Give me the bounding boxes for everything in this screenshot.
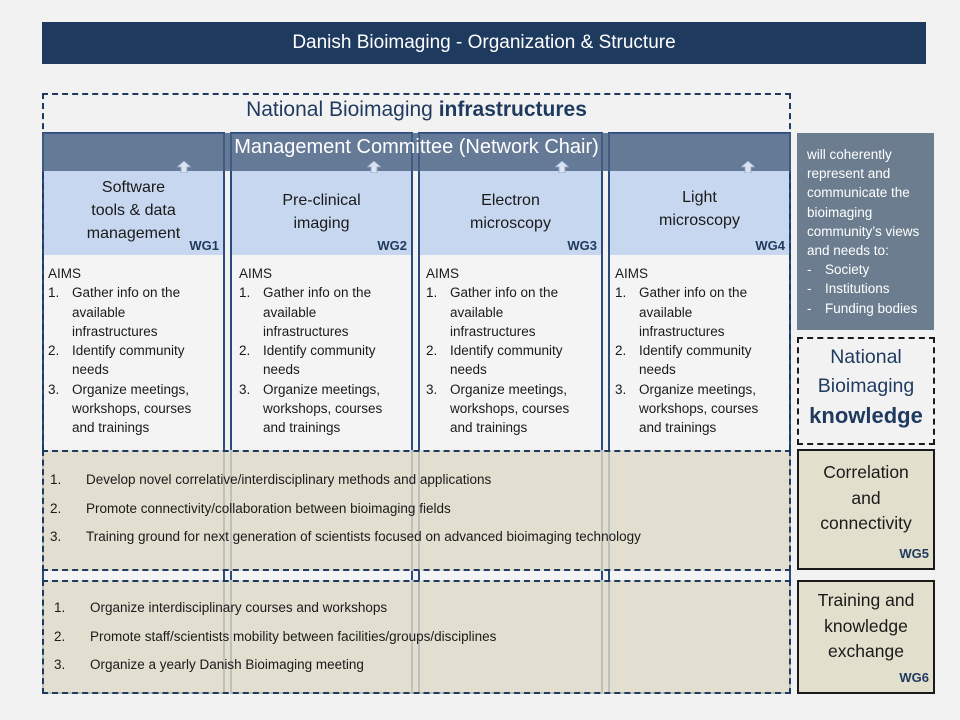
- correlation-item-num: 3.: [50, 529, 62, 544]
- aims-item-num: 1.: [239, 285, 251, 301]
- correlation-item-text: Promote connectivity/collaboration between bioimaging fields: [86, 500, 451, 516]
- bullet-text: Funding bodies: [825, 300, 918, 316]
- aims-item-line: available: [450, 304, 504, 320]
- arrow-up-icon: [555, 161, 569, 173]
- bullet-institutions: [807, 279, 934, 298]
- training-item-text: Organize interdisciplinary courses and workshops: [90, 600, 388, 615]
- wg5-line: and: [851, 487, 881, 508]
- aims-item-num: 3.: [426, 381, 438, 397]
- wg1-header: [44, 171, 223, 255]
- page-title: Danish Bioimaging - Organization & Structure: [42, 22, 926, 64]
- aims-item-num: 1.: [48, 285, 60, 301]
- wg6-line: Training and: [817, 590, 915, 610]
- wg1-aims: [48, 264, 223, 438]
- aims-item-line: Identify community: [639, 343, 752, 359]
- aims-heading: AIMS: [48, 266, 82, 281]
- bullet-dash: -: [807, 281, 812, 297]
- wg1-tag: WG1: [189, 238, 219, 253]
- aims-item: [239, 380, 411, 438]
- wg6-line: exchange: [828, 641, 904, 661]
- correlation-band: [42, 450, 791, 571]
- wg2-tag: WG2: [377, 238, 407, 253]
- correlation-item-num: 1.: [50, 472, 62, 487]
- aims-item-num: 3.: [239, 381, 251, 397]
- training-band: [42, 580, 791, 694]
- wg4-tag: WG4: [755, 238, 785, 253]
- bullet-dash: -: [807, 300, 812, 316]
- aims-heading: AIMS: [615, 266, 649, 281]
- correlation-item-num: 2.: [50, 500, 62, 516]
- aims-item: [426, 380, 601, 438]
- bullet-text: Society: [825, 262, 870, 278]
- aims-item: [48, 380, 223, 438]
- aims-item-num: 3.: [615, 381, 627, 397]
- aims-item-line: workshops, courses: [263, 401, 383, 417]
- aims-item-line: Organize meetings,: [263, 381, 381, 397]
- infrastructures-title-bold: infrastructures: [438, 98, 587, 121]
- aims-item-line: and trainings: [72, 420, 150, 436]
- wg2-header: [232, 171, 411, 255]
- wg2-title-line: imaging: [293, 215, 350, 232]
- aims-item-line: available: [263, 304, 317, 320]
- correlation-item-text: Training ground for next generation of scientists focused on advanced bioimaging technology: [86, 529, 641, 544]
- bullet-dash: -: [807, 262, 812, 278]
- aims-item-line: needs: [72, 362, 109, 378]
- wg4-title-line: Light: [682, 189, 717, 206]
- wg3-header: [420, 171, 601, 255]
- aims-item-num: 2.: [48, 343, 60, 359]
- community-role-line: bioimaging: [807, 204, 873, 220]
- aims-item-line: Gather info on the: [72, 285, 181, 301]
- wg2-title-line: Pre-clinical: [282, 192, 361, 209]
- wg3-title: [420, 189, 601, 235]
- knowledge-emphasis: knowledge: [809, 403, 923, 428]
- aims-item: [48, 283, 223, 341]
- aims-item: [615, 283, 789, 341]
- wg3-title-line: microscopy: [470, 215, 551, 232]
- aims-item-line: workshops, courses: [450, 401, 570, 417]
- training-item-text: Organize a yearly Danish Bioimaging meeting: [90, 657, 364, 672]
- aims-heading: AIMS: [239, 266, 273, 281]
- community-role-line: communicate the: [807, 185, 910, 201]
- aims-item: [615, 380, 789, 438]
- aims-item-line: and trainings: [639, 420, 717, 436]
- correlation-item: [44, 501, 789, 530]
- aims-item-num: 1.: [615, 285, 627, 301]
- training-item: [48, 600, 789, 629]
- aims-heading: AIMS: [426, 266, 460, 281]
- training-item: [48, 657, 789, 686]
- aims-item-line: infrastructures: [263, 323, 349, 339]
- community-role-line: represent and: [807, 166, 891, 182]
- correlation-item: [44, 472, 789, 501]
- wg6-line: knowledge: [824, 615, 908, 636]
- wg5-box: [797, 449, 935, 570]
- arrow-up-icon: [741, 161, 755, 173]
- wg5-tag: WG5: [899, 545, 929, 561]
- wg1-title-line: tools & data: [91, 202, 176, 219]
- training-item-num: 2.: [54, 628, 66, 644]
- aims-item-line: available: [72, 304, 126, 320]
- aims-item: [239, 283, 411, 341]
- aims-item-line: infrastructures: [639, 323, 725, 339]
- aims-item: [615, 341, 789, 380]
- aims-item-line: available: [639, 304, 693, 320]
- correlation-item-text: Develop novel correlative/interdisciplinary methods and applications: [86, 472, 492, 487]
- wg1-title-line: Software: [101, 179, 166, 196]
- wg4-aims: [615, 264, 789, 438]
- aims-item-num: 2.: [615, 343, 627, 359]
- wg4-title-line: microscopy: [659, 212, 740, 229]
- aims-item: [426, 283, 601, 341]
- wg5-line: connectivity: [820, 513, 912, 533]
- community-role-line: community’s views: [807, 223, 920, 239]
- infrastructures-title: [42, 98, 791, 122]
- national-knowledge-box: [797, 337, 935, 445]
- aims-item-num: 1.: [426, 285, 438, 301]
- aims-item-line: Organize meetings,: [639, 381, 757, 397]
- aims-item-line: and trainings: [450, 420, 528, 436]
- training-item-num: 1.: [54, 600, 66, 615]
- aims-item-line: Gather info on the: [450, 285, 559, 301]
- wg3-tag: WG3: [567, 238, 597, 253]
- infrastructures-title-plain: National Bioimaging: [246, 98, 439, 121]
- aims-item-line: Gather info on the: [263, 285, 372, 301]
- knowledge-line: Bioimaging: [817, 375, 915, 397]
- arrow-up-icon: [367, 161, 381, 173]
- wg1-title: [44, 176, 223, 245]
- wg4-title: [610, 186, 789, 232]
- aims-item-line: needs: [263, 362, 300, 378]
- wg1-title-line: management: [86, 225, 181, 242]
- aims-item-line: needs: [639, 362, 676, 378]
- aims-item-line: Organize meetings,: [450, 381, 568, 397]
- aims-item-line: Identify community: [263, 343, 376, 359]
- aims-item-line: Identify community: [72, 343, 185, 359]
- wg5-line: Correlation: [823, 462, 909, 482]
- training-item-text: Promote staff/scientists mobility between facilities/groups/disciplines: [90, 628, 497, 644]
- bullet-society: [807, 260, 934, 279]
- aims-item-line: and trainings: [263, 420, 341, 436]
- aims-item-line: workshops, courses: [639, 401, 759, 417]
- wg3-aims: [426, 264, 601, 438]
- aims-item-num: 2.: [426, 343, 438, 359]
- training-item: [48, 629, 789, 658]
- bullet-funding-bodies: [807, 299, 934, 318]
- wg6-tag: WG6: [899, 669, 929, 685]
- training-item-num: 3.: [54, 657, 66, 672]
- management-committee-bar: Management Committee (Network Chair): [42, 133, 791, 171]
- aims-item-line: infrastructures: [450, 323, 536, 339]
- correlation-item: [44, 529, 789, 558]
- wg4-header: [610, 171, 789, 255]
- wg2-title: [232, 189, 411, 235]
- aims-item-line: Gather info on the: [639, 285, 748, 301]
- aims-item: [48, 341, 223, 380]
- knowledge-line: National: [830, 346, 902, 368]
- community-role-box: [797, 133, 934, 330]
- aims-item-line: needs: [450, 362, 487, 378]
- bullet-text: Institutions: [825, 281, 890, 297]
- aims-item-line: workshops, courses: [72, 401, 192, 417]
- community-role-line: and needs to:: [807, 243, 889, 259]
- aims-item: [426, 341, 601, 380]
- wg2-aims: [239, 264, 411, 438]
- aims-item-line: Identify community: [450, 343, 563, 359]
- aims-item: [239, 341, 411, 380]
- aims-item-line: infrastructures: [72, 323, 158, 339]
- wg3-title-line: Electron: [481, 192, 540, 209]
- aims-item-num: 3.: [48, 381, 60, 397]
- aims-item-num: 2.: [239, 343, 251, 359]
- aims-item-line: Organize meetings,: [72, 381, 190, 397]
- wg6-box: [797, 580, 935, 694]
- arrow-up-icon: [177, 161, 191, 173]
- community-role-line: will coherently: [807, 147, 892, 162]
